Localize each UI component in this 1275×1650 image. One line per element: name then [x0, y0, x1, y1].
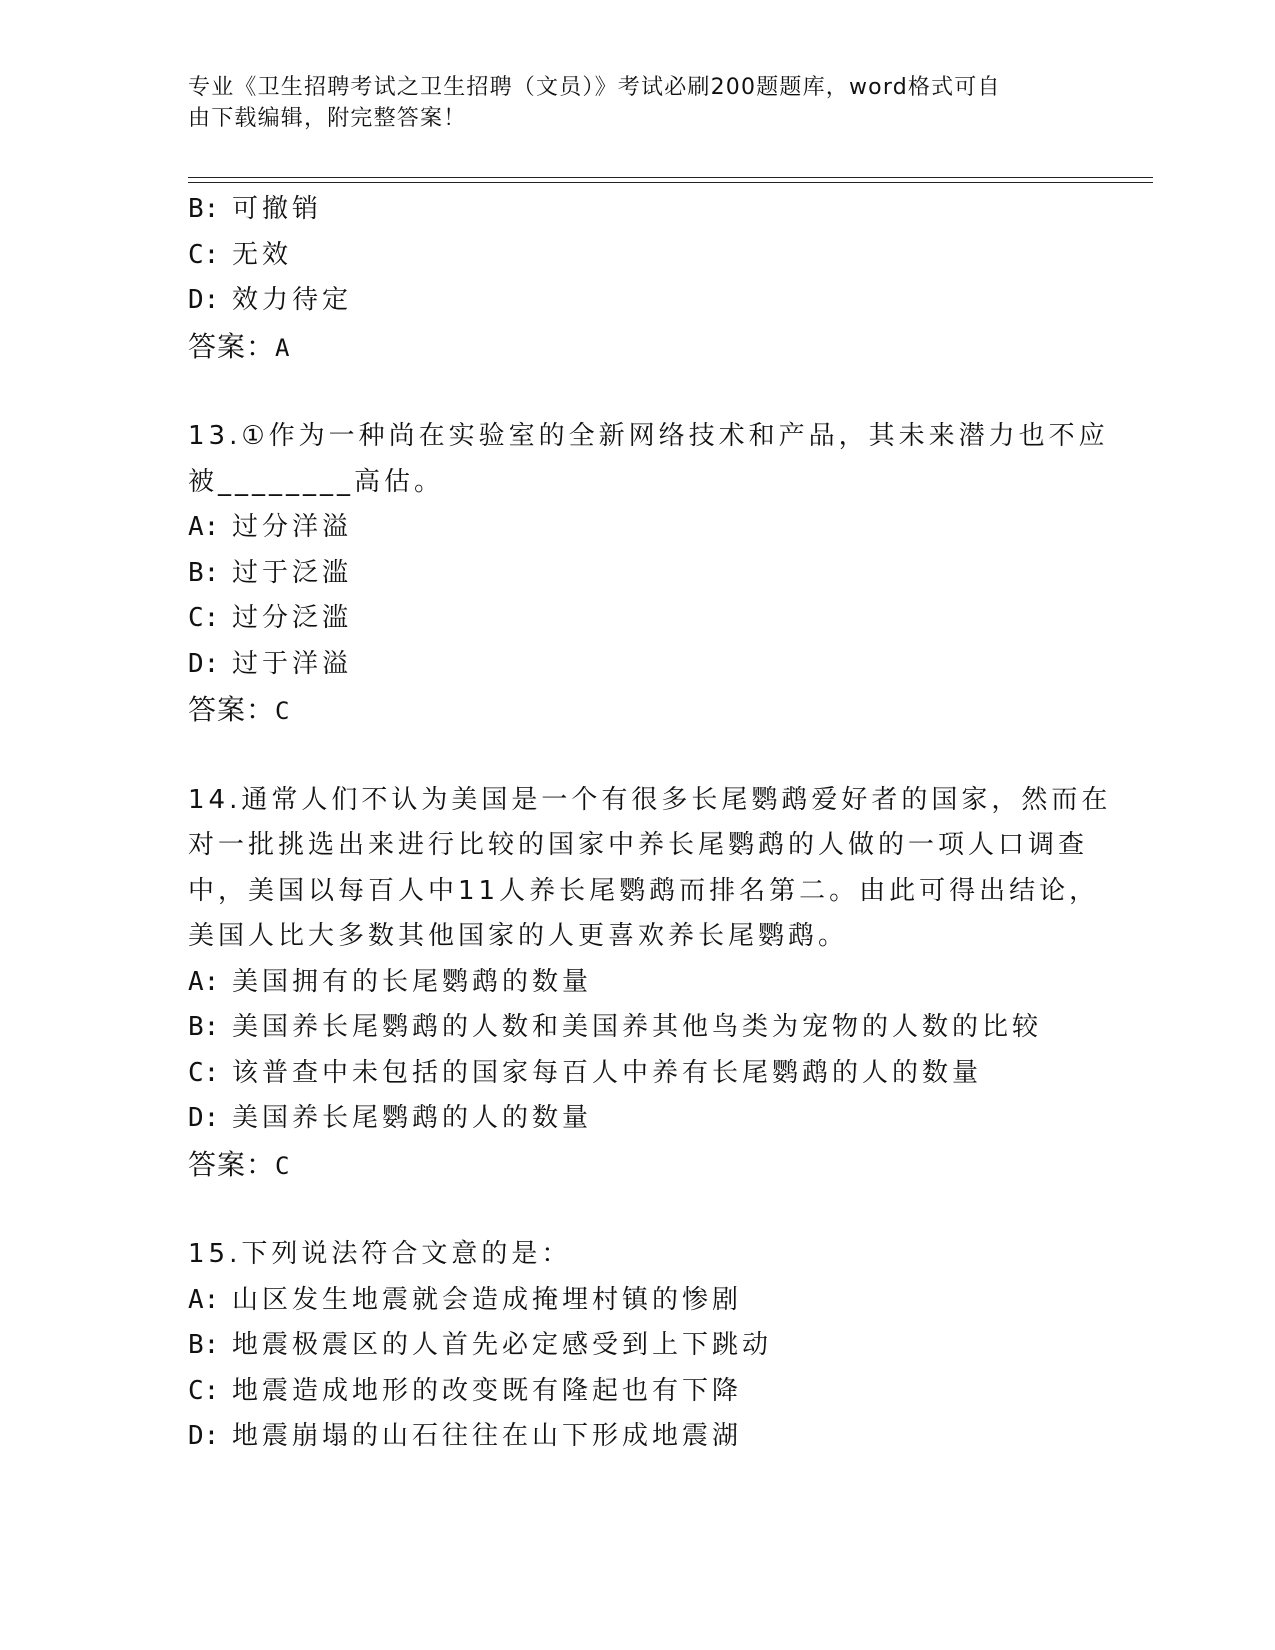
option-line: [188, 1369, 1088, 1415]
option-line: [188, 187, 1088, 233]
option-letter: B:: [188, 1012, 220, 1042]
option-text: 该普查中未包括的国家每百人中养有长尾鹦鹉的人的数量: [232, 1057, 983, 1088]
option-text: 无效: [232, 239, 293, 270]
option-line: [188, 551, 1088, 597]
option-text: 美国拥有的长尾鹦鹉的数量: [232, 966, 593, 997]
option-letter: D:: [188, 648, 220, 679]
option-letter: C:: [188, 1057, 220, 1088]
option-text: 过分洋溢: [232, 512, 353, 542]
question-stem-line: 被________高估。: [188, 466, 445, 497]
spacer: [188, 1187, 1088, 1232]
question-14: [188, 778, 1112, 1188]
option-line: [188, 1414, 1088, 1460]
option-letter: B:: [188, 194, 220, 224]
option-line: [188, 1096, 1088, 1142]
option-letter: A:: [188, 1284, 220, 1315]
answer-line: [188, 1142, 1088, 1188]
question-stem-line: 美国人比大多数其他国家的人更喜欢养长尾鹦鹉。: [188, 921, 849, 951]
answer-label: 答案：: [188, 329, 276, 363]
option-line: [188, 1323, 1088, 1369]
answer-label: 答案：: [188, 1147, 276, 1181]
question-stem-line: 对一批挑选出来进行比较的国家中养长尾鹦鹉的人做的一项人口调查: [188, 830, 1089, 860]
option-line: [188, 233, 1088, 279]
option-letter: D:: [188, 1421, 220, 1451]
option-text: 过于泛滥: [232, 557, 353, 588]
option-text: 地震崩塌的山石往往在山下形成地震湖: [232, 1421, 743, 1451]
option-letter: C:: [188, 1375, 220, 1406]
question-13: [188, 414, 1109, 733]
option-line: [188, 1005, 1088, 1051]
answer-value: C: [275, 1151, 291, 1180]
option-line: [188, 1051, 1088, 1097]
document-header: [188, 72, 1068, 134]
option-letter: D:: [188, 1103, 220, 1133]
option-text: 过分泛滥: [232, 603, 353, 633]
answer-value: A: [275, 333, 291, 362]
option-line: [188, 642, 1088, 688]
option-letter: D:: [188, 285, 220, 315]
option-text: 地震造成地形的改变既有隆起也有下降: [232, 1375, 743, 1406]
option-line: [188, 278, 1088, 324]
option-text: 美国养长尾鹦鹉的人的数量: [232, 1103, 593, 1133]
question-stem-line: 15.下列说法符合文意的是：: [188, 1239, 572, 1269]
document-body: [188, 187, 1112, 1460]
header-rule-bottom: [188, 182, 1153, 183]
spacer: [188, 369, 1088, 414]
option-text: 美国养长尾鹦鹉的人数和美国养其他鸟类为宠物的人数的比较: [232, 1012, 1043, 1042]
question-stem-line: 14.通常人们不认为美国是一个有很多长尾鹦鹉爱好者的国家，然而在: [188, 784, 1112, 815]
option-text: 过于洋溢: [232, 648, 353, 679]
option-text: 地震极震区的人首先必定感受到上下跳动: [232, 1330, 773, 1360]
option-line: [188, 1278, 1088, 1324]
option-letter: C:: [188, 239, 220, 270]
answer-label: 答案：: [188, 693, 276, 726]
option-line: [188, 960, 1088, 1006]
option-text: 效力待定: [232, 285, 353, 315]
header-rule-top: [188, 177, 1153, 178]
option-letter: A:: [188, 966, 220, 997]
spacer: [188, 733, 1088, 778]
option-letter: A:: [188, 512, 220, 542]
option-line: [188, 505, 1088, 551]
option-letter: B:: [188, 1330, 220, 1360]
option-letter: C:: [188, 603, 220, 633]
answer-value: C: [275, 697, 291, 725]
question-15: [188, 1232, 1088, 1460]
option-letter: B:: [188, 557, 220, 588]
option-text: 山区发生地震就会造成掩埋村镇的惨剧: [232, 1284, 743, 1315]
option-text: 可撤销: [232, 194, 323, 224]
question-stem-line: 中，美国以每百人中11人养长尾鹦鹉而排名第二。由此可得出结论，: [188, 875, 1100, 906]
question-stem-line: 13.①作为一种尚在实验室的全新网络技术和产品，其未来潜力也不应: [188, 421, 1109, 451]
answer-line: [188, 324, 1088, 370]
header-line-1: 专业《卫生招聘考试之卫生招聘（文员）》考试必刷200题题库，word格式可自: [188, 75, 1001, 100]
header-line-2: 由下载编辑，附完整答案！: [188, 106, 467, 131]
answer-line: [188, 687, 1088, 733]
option-line: [188, 596, 1088, 642]
